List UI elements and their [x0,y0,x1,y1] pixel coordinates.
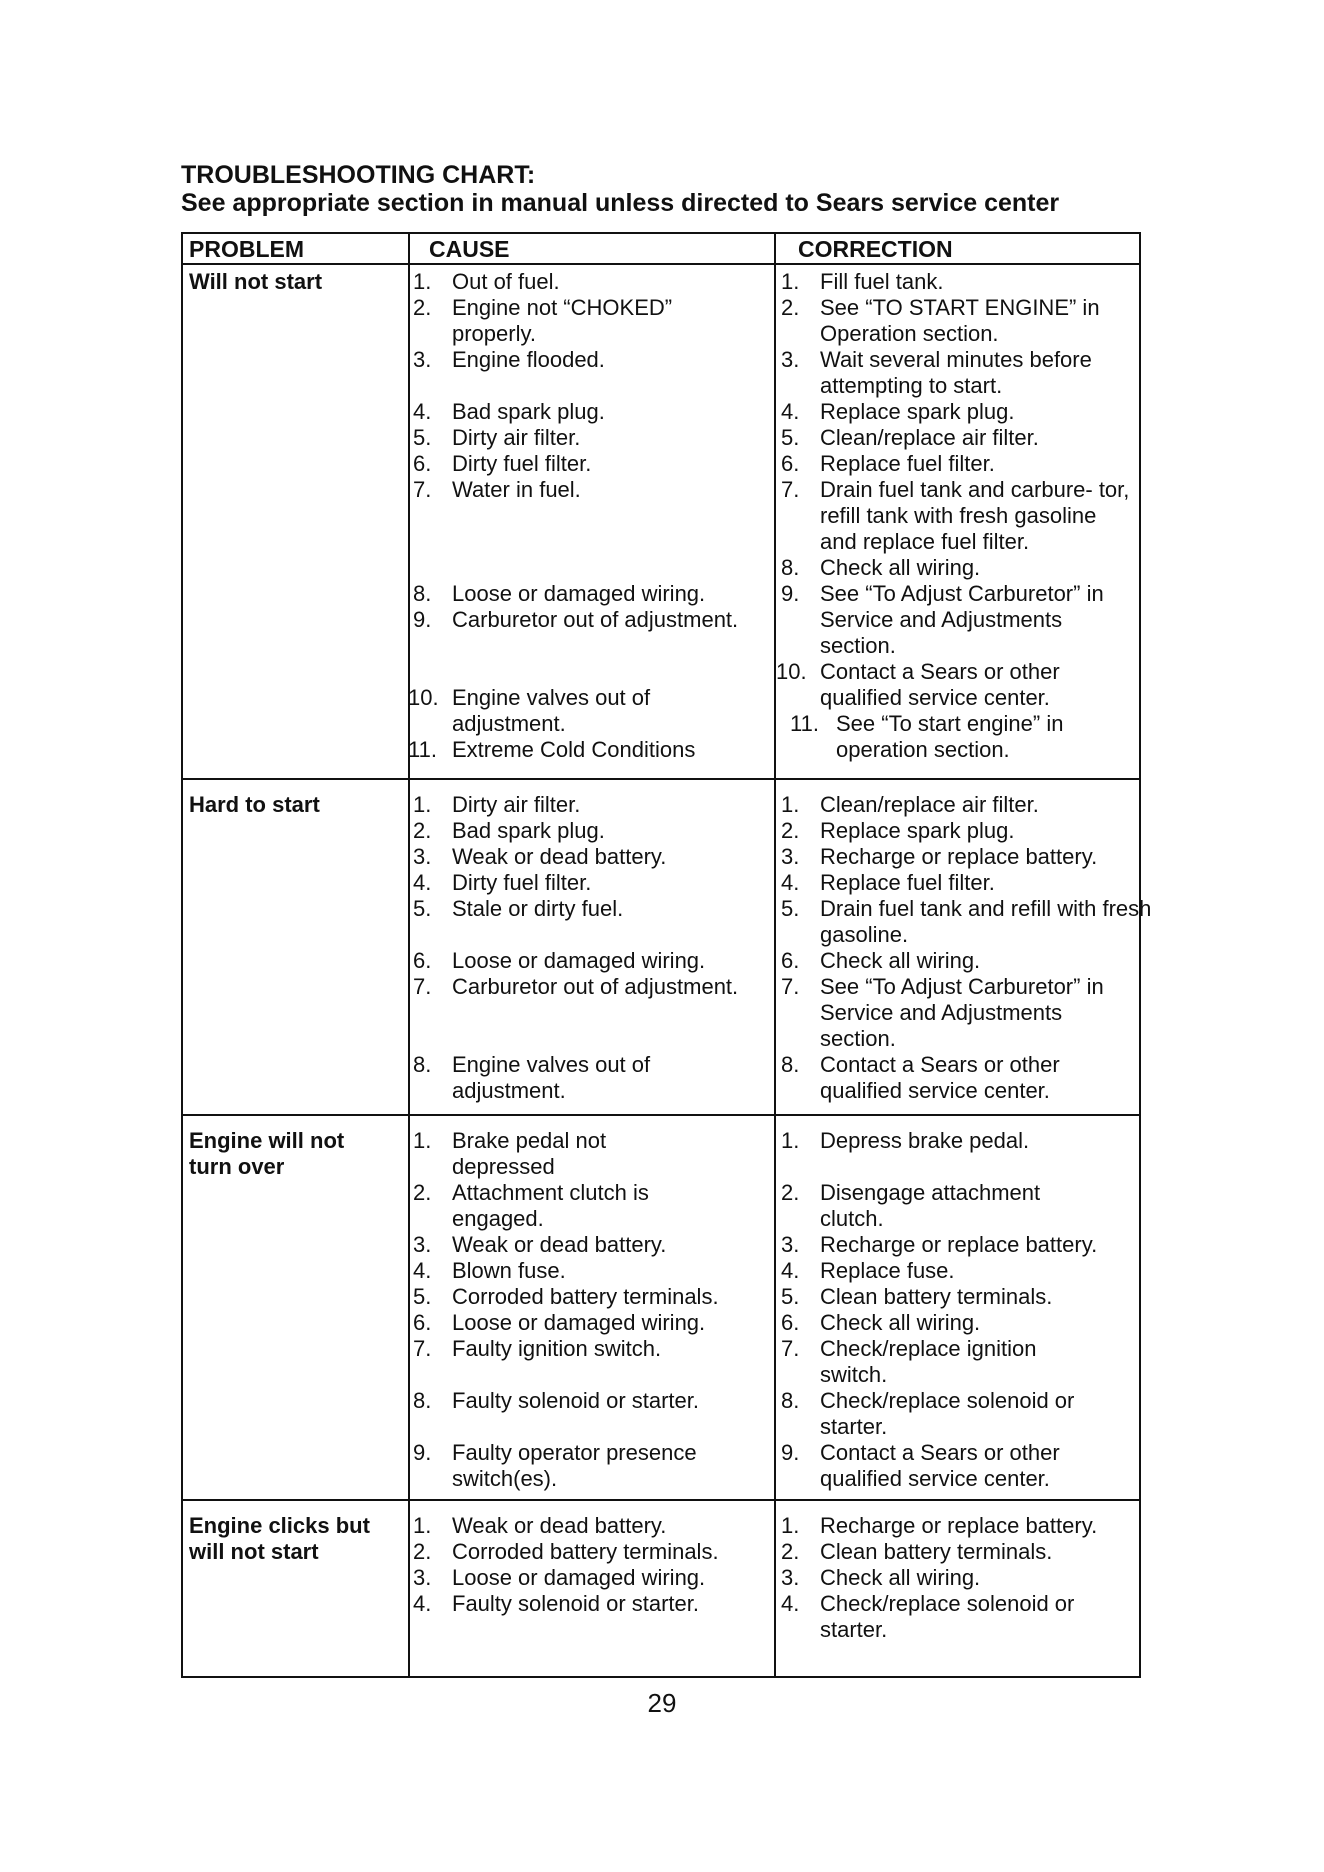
correction-text: Drain fuel tank and refill with fresh gasoline. [820,896,1152,947]
correction-number: 2. [781,1539,800,1564]
correction-text: Replace spark plug. [820,399,1015,424]
correction-item [776,792,1138,818]
cause-text: Weak or dead battery. [452,1232,667,1257]
correction-text: Check/replace solenoid or starter. [820,1591,1075,1642]
cause-item [408,1284,768,1310]
correction-item [776,1232,1138,1258]
cause-number: 1. [413,269,432,294]
correction-text: Check all wiring. [820,555,981,580]
correction-text: See “To start engine” in operation section. [836,711,1064,762]
correction-text: See “TO START ENGINE” in Operation section. [820,295,1100,346]
cause-list [408,1513,768,1617]
header-cause: CAUSE [429,236,510,262]
correction-number: 5. [781,896,800,921]
correction-item [776,1052,1110,1104]
correction-item [776,399,1138,425]
cause-item [408,737,768,763]
cause-text: Engine flooded. [452,347,605,372]
cause-list [408,269,768,763]
problem-label: Hard to start [189,792,320,817]
cause-number: 9. [413,1440,432,1465]
cause-item [408,1565,768,1591]
cause-text: Engine valves out of adjustment. [452,685,651,736]
cause-item [408,948,768,974]
cause-number: 7. [413,477,432,502]
cause-list [408,792,768,1104]
correction-text: Drain fuel tank and carbure- tor, refill tank with fresh gasoline and replace fuel filter. [820,477,1130,554]
correction-list [776,1513,1138,1643]
correction-number: 4. [781,870,800,895]
cause-item [408,1128,652,1180]
troubleshooting-table [181,232,1152,1678]
cause-number: 4. [413,1258,432,1283]
cause-item [408,1591,768,1617]
cause-number: 4. [413,399,432,424]
cause-text: Attachment clutch is engaged. [452,1180,649,1231]
cause-item [408,896,768,922]
correction-number: 9. [781,1440,800,1465]
correction-text: Replace fuel filter. [820,870,995,895]
correction-item [776,1591,1120,1643]
cause-number: 8. [413,581,432,606]
correction-list [776,269,1138,763]
correction-number: 5. [781,1284,800,1309]
cause-item [408,1258,768,1284]
correction-item [776,659,1110,711]
correction-text: Check all wiring. [820,948,981,973]
cause-item [408,1388,768,1414]
cause-text: Weak or dead battery. [452,1513,667,1538]
correction-number: 7. [781,1336,800,1361]
cause-item [408,685,692,737]
cause-text: Brake pedal not depressed [452,1128,607,1179]
correction-text: Fill fuel tank. [820,269,944,294]
correction-item [776,347,1130,399]
correction-item [776,948,1138,974]
cause-item [408,1539,768,1565]
correction-item [776,477,1135,555]
correction-item [776,295,1110,347]
correction-number: 8. [781,555,800,580]
correction-text: Recharge or replace battery. [820,1513,1098,1538]
correction-text: Check all wiring. [820,1565,981,1590]
correction-number: 9. [781,581,800,606]
cause-text: Faulty operator presence switch(es). [452,1440,697,1491]
cause-number: 4. [413,870,432,895]
correction-item [776,870,1138,896]
cause-number: 2. [413,818,432,843]
cause-number: 7. [413,974,432,999]
correction-item [776,425,1138,451]
cause-item [408,581,768,607]
correction-number: 3. [781,1565,800,1590]
correction-text: See “To Adjust Carburetor” in Service and Adjustments section. [820,581,1104,658]
cause-number: 9. [413,607,432,632]
correction-number: 5. [781,425,800,450]
cause-text: Dirty fuel filter. [452,870,592,895]
cause-number: 2. [413,1539,432,1564]
correction-number: 1. [781,1128,800,1153]
correction-text: Replace spark plug. [820,818,1015,843]
cause-item [408,1180,692,1232]
cause-text: Faulty ignition switch. [452,1336,662,1361]
correction-number: 2. [781,818,800,843]
correction-text: Depress brake pedal. [820,1128,1030,1153]
cause-text: Engine valves out of adjustment. [452,1052,651,1103]
correction-item [776,1180,1090,1232]
cause-text: Extreme Cold Conditions [452,737,696,762]
cause-item [408,1052,692,1104]
correction-text: Recharge or replace battery. [820,844,1098,869]
correction-list [776,1128,1138,1492]
problem-label: Engine clicks but will not start [189,1513,370,1564]
correction-item [776,711,1091,763]
correction-number: 3. [781,844,800,869]
correction-item [776,896,1155,948]
cause-number: 1. [413,1513,432,1538]
correction-number: 1. [781,792,800,817]
correction-item [776,1128,1138,1154]
cause-text: Weak or dead battery. [452,844,667,869]
cause-item [408,607,768,633]
correction-text: Contact a Sears or other qualified service center. [820,1440,1060,1491]
correction-text: Replace fuel filter. [820,451,995,476]
cause-number: 1. [413,792,432,817]
section-engine-clicks-but-will-not-start [183,1501,1139,1676]
cause-number: 6. [413,948,432,973]
correction-item [776,269,1138,295]
cause-item [408,1310,768,1336]
correction-item [776,1388,1120,1440]
cause-item [408,1513,768,1539]
table-header-row [183,234,1139,265]
cause-number: 11. [408,737,437,762]
section-hard-to-start [183,780,1152,1116]
correction-number: 6. [781,451,800,476]
cause-item [408,818,768,844]
cause-number: 5. [413,1284,432,1309]
correction-text: Clean battery terminals. [820,1539,1053,1564]
cause-text: Stale or dirty fuel. [452,896,624,921]
correction-number: 6. [781,948,800,973]
correction-item [776,581,1135,659]
correction-item [776,844,1138,870]
header-correction: CORRECTION [798,236,953,262]
cause-number: 2. [413,1180,432,1205]
correction-text: Recharge or replace battery. [820,1232,1098,1257]
cause-number: 5. [413,896,432,921]
cause-number: 8. [413,1388,432,1413]
cause-text: Carburetor out of adjustment. [452,974,739,999]
correction-item [776,1310,1138,1336]
correction-text: Check all wiring. [820,1310,981,1335]
section-engine-will-not-turn-over [183,1116,1139,1501]
cause-item [408,451,768,477]
correction-item [776,1284,1138,1310]
page-number: 29 [647,1688,677,1718]
cause-number: 5. [413,425,432,450]
correction-list [776,792,1152,1104]
correction-number: 3. [781,1232,800,1257]
cause-text: Loose or damaged wiring. [452,1310,706,1335]
correction-number: 3. [781,347,800,372]
correction-number: 4. [781,1591,800,1616]
chart-subtitle: See appropriate section in manual unless directed to Sears service center [181,189,1060,217]
correction-number: 8. [781,1388,800,1413]
correction-item [776,555,1138,581]
correction-item [776,1513,1138,1539]
cause-number: 3. [413,1565,432,1590]
correction-text: Disengage attachment clutch. [820,1180,1041,1231]
cause-number: 3. [413,844,432,869]
cause-item [408,1440,742,1492]
cause-text: Dirty fuel filter. [452,451,592,476]
correction-number: 1. [781,1513,800,1538]
cause-number: 10. [408,685,439,710]
cause-number: 4. [413,1591,432,1616]
cause-number: 8. [413,1052,432,1077]
cause-text: Bad spark plug. [452,818,605,843]
correction-number: 4. [781,1258,800,1283]
cause-text: Corroded battery terminals. [452,1284,719,1309]
cause-item [408,295,742,347]
problem-label: Will not start [189,269,323,294]
correction-number: 10. [776,659,807,684]
correction-text: Wait several minutes before attempting to start. [820,347,1092,398]
correction-item [776,1440,1110,1492]
correction-number: 7. [781,477,800,502]
cause-item [408,347,768,373]
correction-item [776,1336,1070,1388]
correction-item [776,451,1138,477]
correction-item [776,1539,1138,1565]
cause-text: Water in fuel. [452,477,581,502]
correction-number: 1. [781,269,800,294]
correction-text: Clean/replace air filter. [820,425,1039,450]
correction-item [776,818,1138,844]
cause-text: Out of fuel. [452,269,560,294]
cause-text: Bad spark plug. [452,399,605,424]
correction-number: 7. [781,974,800,999]
cause-text: Loose or damaged wiring. [452,581,706,606]
problem-label: Engine will not turn over [189,1128,345,1179]
cause-text: Corroded battery terminals. [452,1539,719,1564]
cause-number: 1. [413,1128,432,1153]
cause-number: 2. [413,295,432,320]
cause-text: Engine not “CHOKED” properly. [452,295,673,346]
correction-text: Check/replace ignition switch. [820,1336,1037,1387]
correction-text: Check/replace solenoid or starter. [820,1388,1075,1439]
cause-number: 7. [413,1336,432,1361]
correction-text: Replace fuse. [820,1258,955,1283]
cause-item [408,792,768,818]
cause-text: Dirty air filter. [452,425,581,450]
cause-number: 3. [413,1232,432,1257]
correction-number: 8. [781,1052,800,1077]
cause-item [408,870,768,896]
chart-title: TROUBLESHOOTING CHART: [181,161,536,189]
cause-text: Faulty solenoid or starter. [452,1591,700,1616]
correction-number: 2. [781,295,800,320]
correction-item [776,1565,1138,1591]
cause-item [408,477,768,503]
cause-item [408,269,768,295]
correction-item [776,1258,1138,1284]
cause-number: 3. [413,347,432,372]
cause-text: Loose or damaged wiring. [452,948,706,973]
correction-text: Contact a Sears or other qualified service center. [820,659,1060,710]
correction-number: 11. [790,711,819,736]
correction-item [776,974,1140,1052]
cause-item [408,425,768,451]
cause-item [408,974,768,1000]
correction-number: 6. [781,1310,800,1335]
section-will-not-start [183,265,1139,780]
cause-text: Faulty solenoid or starter. [452,1388,700,1413]
correction-text: Clean battery terminals. [820,1284,1053,1309]
cause-number: 6. [413,1310,432,1335]
cause-text: Carburetor out of adjustment. [452,607,739,632]
correction-text: Contact a Sears or other qualified service center. [820,1052,1060,1103]
header-problem: PROBLEM [189,236,304,262]
cause-item [408,844,768,870]
correction-number: 2. [781,1180,800,1205]
cause-item [408,1232,768,1258]
correction-text: See “To Adjust Carburetor” in Service and Adjustments section. [820,974,1104,1051]
cause-item [408,399,768,425]
cause-text: Blown fuse. [452,1258,566,1283]
cause-text: Dirty air filter. [452,792,581,817]
cause-item [408,1336,768,1362]
cause-number: 6. [413,451,432,476]
correction-number: 4. [781,399,800,424]
correction-text: Clean/replace air filter. [820,792,1039,817]
cause-list [408,1128,768,1492]
cause-text: Loose or damaged wiring. [452,1565,706,1590]
